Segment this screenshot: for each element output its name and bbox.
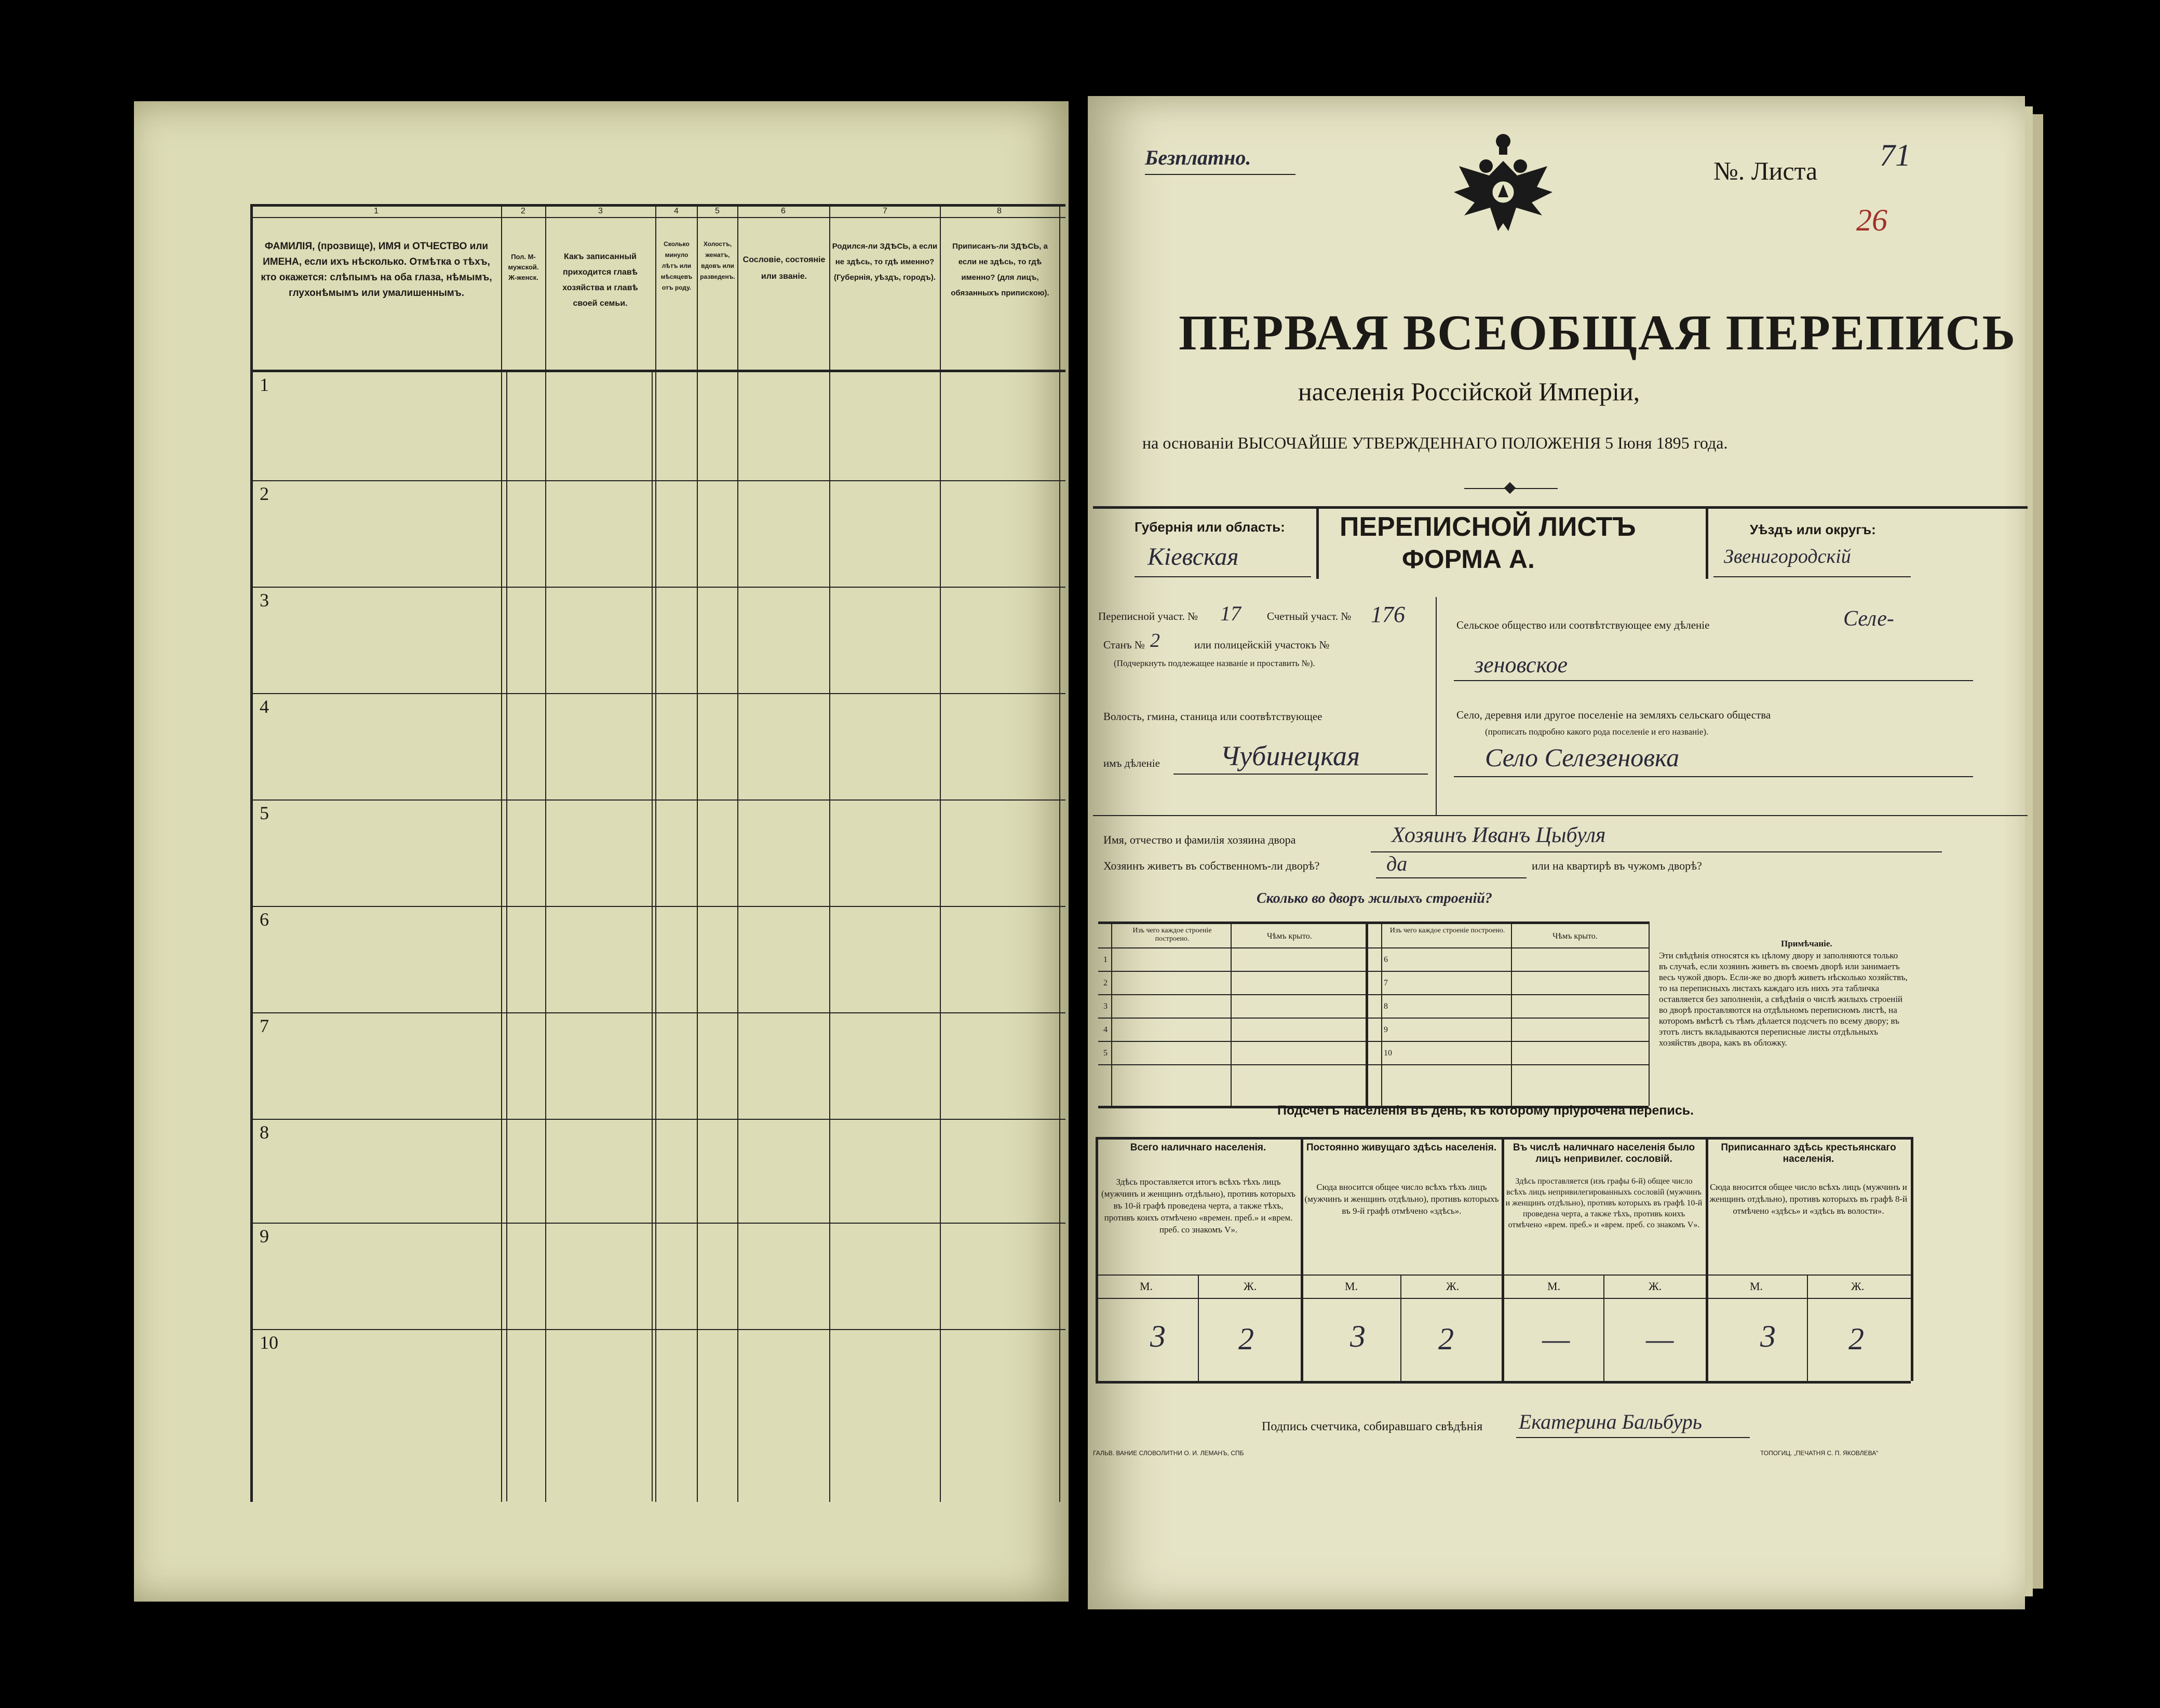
stan-value: 2 <box>1150 630 1160 652</box>
row-number: 6 <box>260 909 269 930</box>
bld-row: 6 <box>1384 955 1388 964</box>
female-label: Ж. <box>1446 1280 1460 1293</box>
sheet-number-red: 26 <box>1856 203 1887 237</box>
row-number: 9 <box>260 1226 269 1246</box>
col-header-name: ФАМИЛІЯ, (прозвище), ИМЯ и ОТЧЕСТВО или ИМЕНА, если ихъ нѣсколько. Отмѣтка о тѣхъ, кто окажется: слѣпымъ на оба глаза, нѣмымъ, глухонѣмымъ или умалишеннымъ. <box>261 241 492 299</box>
row-number: 8 <box>260 1122 269 1143</box>
count-value: 2 <box>1438 1322 1454 1356</box>
row-number: 4 <box>260 696 269 717</box>
bld-row: 5 <box>1103 1049 1108 1058</box>
uchastok-label: Переписной участ. № <box>1098 610 1198 622</box>
col-number: 5 <box>715 207 720 215</box>
col-header-estate: Сословіе, состояніе или званіе. <box>743 255 826 281</box>
gubernia-value: Кіевская <box>1148 543 1239 571</box>
col-number: 8 <box>997 207 1002 215</box>
bld-col-material: Изъ чего каждое строеніе построено. <box>1389 927 1505 934</box>
bld-row: 9 <box>1384 1025 1388 1034</box>
census-basis: на основаніи ВЫСОЧАЙШЕ УТВЕРЖДЕННАГО ПОЛОЖЕНІЯ 5 Іюня 1895 года. <box>1142 433 1728 452</box>
count-value: 3 <box>1760 1319 1776 1353</box>
police-label: или полицейскій участокъ № <box>1194 639 1330 651</box>
bld-row: 1 <box>1103 955 1108 964</box>
male-label: М. <box>1547 1280 1561 1293</box>
schetny-value: 176 <box>1371 602 1405 627</box>
stan-label: Станъ № <box>1103 639 1145 651</box>
row-number: 3 <box>260 590 269 611</box>
female-label: Ж. <box>1649 1280 1662 1293</box>
bld-row: 7 <box>1384 979 1388 987</box>
col-header-birthplace: Родился-ли ЗДѢСЬ, а если не здѣсь, то гдѣ именно? (Губернія, уѣздъ, городъ). <box>832 242 938 282</box>
lives-label: Хозяинъ живетъ въ собственномъ-ли дворѣ? <box>1103 859 1320 872</box>
male-label: М. <box>1140 1280 1153 1293</box>
signature-label: Подпись счетчика, собиравшаго свѣдѣнія <box>1262 1420 1483 1433</box>
lives-value: да <box>1386 852 1408 875</box>
row-number: 1 <box>260 374 269 395</box>
col-number: 3 <box>598 207 603 215</box>
bld-col-material: Изъ чего каждое строеніе построено. <box>1132 927 1212 943</box>
owner-label: Имя, отчество и фамилія хозяина двора <box>1103 833 1296 846</box>
col-number: 2 <box>521 207 525 215</box>
row-number: 7 <box>260 1015 269 1036</box>
owner-value: Хозяинъ Иванъ Цыбуля <box>1392 823 1606 847</box>
female-label: Ж. <box>1244 1280 1257 1293</box>
signature-value: Екатерина Бальбурь <box>1519 1410 1702 1433</box>
bld-col-roof: Чѣмъ крыто. <box>1553 932 1598 941</box>
col-number: 7 <box>883 207 887 215</box>
sheet-label: №. Листа <box>1713 156 1818 185</box>
count-value: 3 <box>1350 1319 1366 1353</box>
col-header-registered: Приписанъ-ли ЗДѢСЬ, а если не здѣсь, то гдѣ именно? (для лицъ, обязанныхъ припискою). <box>951 242 1049 297</box>
apartment-label: или на квартирѣ въ чужомъ дворѣ? <box>1532 859 1702 872</box>
bld-row: 10 <box>1384 1049 1392 1058</box>
gubernia-label: Губернія или область: <box>1135 519 1285 535</box>
obshchestvo-label: Сельское общество или соотвѣтствующее ему дѣленіе <box>1456 619 1710 631</box>
col-header-sex: Пол. М-мужской. Ж-женск. <box>508 253 539 281</box>
count-title: Подсчетъ населенія въ день, къ которому пріурочена перепись. <box>1277 1103 1694 1118</box>
uchastok-value: 17 <box>1220 602 1241 625</box>
count-value: 3 <box>1150 1319 1166 1353</box>
col-header-relation: Какъ записанный приходится главѣ хозяйства и главѣ своей семьи. <box>562 252 638 308</box>
stan-note: (Подчеркнуть подлежащее названіе и проставить №). <box>1114 658 1315 668</box>
row-number: 5 <box>260 803 269 823</box>
sheet-number: 71 <box>1880 138 1911 172</box>
bld-row: 3 <box>1103 1002 1108 1011</box>
volost-label-2: имъ дѣленіе <box>1103 757 1160 769</box>
count-col-title-nonprivileged: Въ числѣ наличнаго населенія было лицъ непривилег. сословій. <box>1513 1142 1695 1164</box>
selo-label: Село, деревня или другое поселеніе на земляхъ сельскаго общества <box>1456 709 1771 721</box>
form-title: ПЕРЕПИСНОЙ ЛИСТЪ <box>1340 512 1636 542</box>
form-subtitle: ФОРМА А. <box>1402 545 1535 574</box>
count-value: — <box>1542 1322 1570 1356</box>
uezd-value: Звенигородскій <box>1724 546 1851 567</box>
count-col-note-permanent: Сюда вносится общее число всѣхъ тѣхъ лицъ (мужчинъ и женщинъ отдѣльно), противъ которыхъ въ 9-й графѣ отмѣчено «здѣсь». <box>1304 1182 1499 1216</box>
col-number: 4 <box>674 207 679 215</box>
count-col-title-total: Всего наличнаго населенія. <box>1130 1142 1266 1153</box>
volost-label: Волость, гмина, станица или соотвѣтствующее <box>1103 710 1322 723</box>
row-number: 2 <box>260 483 269 504</box>
obshchestvo-value: Селе- <box>1843 607 1894 631</box>
census-subtitle: населенія Россійской Имперіи, <box>1298 377 1640 406</box>
imperial-eagle-emblem <box>1449 130 1558 244</box>
bld-row: 4 <box>1103 1025 1108 1034</box>
male-label: М. <box>1345 1280 1358 1293</box>
count-col-title-registered: Приписаннаго здѣсь крестьянскаго населенія. <box>1721 1142 1896 1164</box>
female-label: Ж. <box>1851 1280 1865 1293</box>
count-col-title-permanent: Постоянно живущаго здѣсь населенія. <box>1306 1142 1497 1153</box>
obshchestvo-value-2: зеновское <box>1475 652 1568 677</box>
printer-left: ГАЛЬВ. ВАНИЕ СЛОВОЛИТНИ О. И. ЛЕМАНЪ, СПБ <box>1093 1449 1244 1457</box>
count-col-note-registered: Сюда вносится общее число всѣхъ лицъ (мужчинъ и женщинъ отдѣльно), противъ которыхъ въ графѣ 8-й отмѣчено «здѣсь» и «здѣсь въ волости». <box>1709 1182 1908 1216</box>
note-title: Примѣчаніе. <box>1781 939 1832 948</box>
schetny-label: Счетный участ. № <box>1267 610 1352 622</box>
bld-row: 2 <box>1103 979 1108 987</box>
census-title: ПЕРВАЯ ВСЕОБЩАЯ ПЕРЕПИСЬ <box>1179 305 2017 360</box>
uezd-label: Уѣздъ или округъ: <box>1750 522 1876 537</box>
volost-value: Чубинецкая <box>1220 740 1360 771</box>
col-number: 6 <box>781 207 786 215</box>
note-text: Эти свѣдѣнія относятся къ цѣлому двору и заполняются только въ случаѣ, если хозяинъ живетъ въ своемъ дворѣ или занимаетъ весь чужой дворъ. Если-же во дворѣ живетъ нѣсколько хозяйствъ, то на переписныхъ листахъ каждаго изъ нихъ эта табличка оставляется без заполненія, а свѣдѣнія о числѣ жилыхъ строеній во дворѣ проставляются на отдѣльномъ переписномъ листѣ, на которомъ вмѣстѣ съ тѣмъ дѣлается подсчетъ по всему двору; въ этотъ листъ вкладываются переписные листы отдѣльныхъ хозяйствъ двора, какъ въ обложку. <box>1659 951 1908 1048</box>
bld-col-roof: Чѣмъ крыто. <box>1267 932 1312 941</box>
count-value: 2 <box>1848 1322 1864 1356</box>
count-value: — <box>1646 1322 1674 1356</box>
count-col-note-total: Здѣсь проставляется итогъ всѣхъ тѣхъ лицъ (мужчинъ и женщинъ отдѣльно), противъ которыхъ въ 10-й графѣ проведена черта, а также тѣхъ, противъ коихъ отмѣчено «времен. преб.» и «врем. преб. со знакомъ V». <box>1101 1177 1295 1235</box>
col-header-marital: Холостъ, женатъ, вдовъ или разведенъ. <box>700 240 735 280</box>
bld-row: 8 <box>1384 1002 1388 1011</box>
selo-value: Село Селезеновка <box>1485 743 1680 772</box>
male-label: М. <box>1750 1280 1763 1293</box>
col-number: 1 <box>374 207 379 215</box>
row-number: 10 <box>260 1332 278 1353</box>
free-label: Безплатно. <box>1145 146 1251 169</box>
count-col-note-nonprivileged: Здѣсь проставляется (изъ графы 6-й) общее число всѣхъ лицъ непривилегированныхъ сословій (мужчинъ и женщинъ отдѣльно), противъ которыхъ въ графѣ 10-й проведена черта, а также тѣхъ, противъ коихъ отмѣчено «врем. преб.» и «врем. преб. со знакомъ V». <box>1505 1177 1703 1229</box>
left-page <box>134 101 1069 1602</box>
buildings-label: Сколько во дворъ жилыхъ строеній? <box>1257 890 1492 906</box>
printer-right: ТОПОГИЦ. „ПЕЧАТНЯ С. П. ЯКОВЛЕВА“ <box>1760 1449 1879 1457</box>
selo-note: (прописать подробно какого рода поселеніе и его названіе). <box>1485 727 1709 737</box>
count-value: 2 <box>1238 1322 1254 1356</box>
col-header-age: Сколько минуло лѣтъ или мѣсяцевъ отъ роду. <box>660 240 693 291</box>
